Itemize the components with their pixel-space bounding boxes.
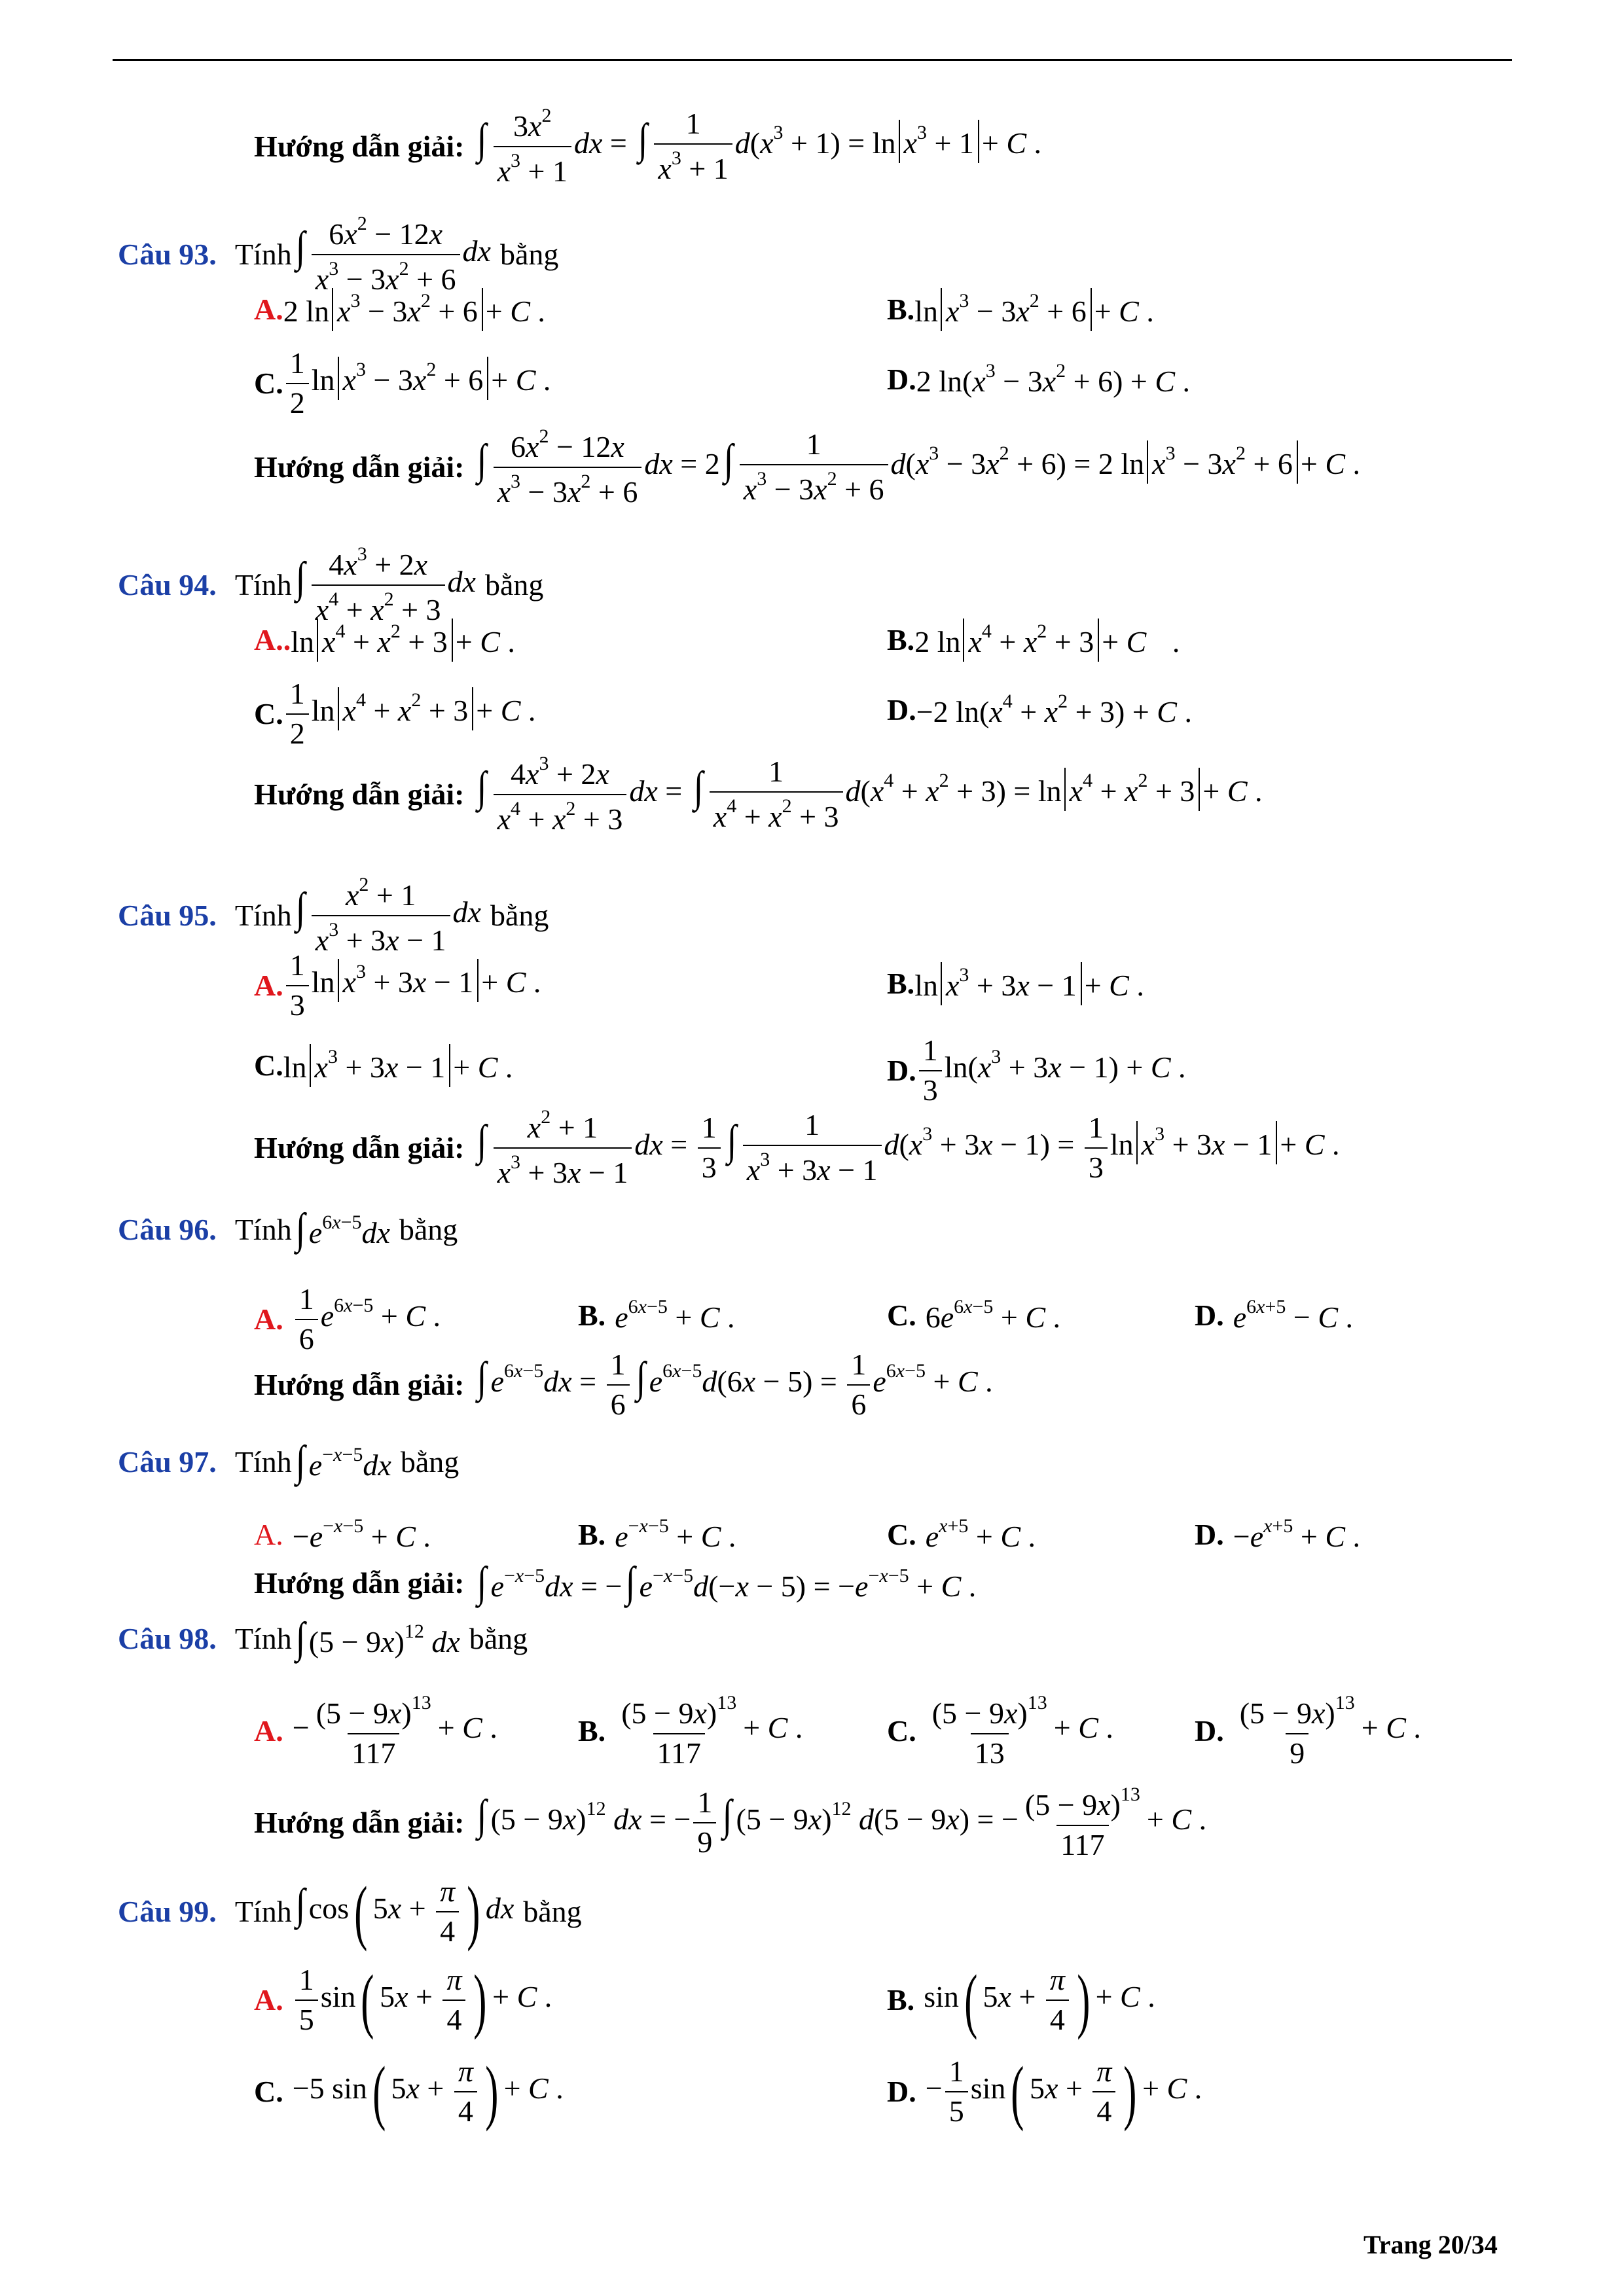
page-number: Trang 20/34 [1363,2230,1498,2259]
option-label: A. [254,1983,283,2017]
option-label: B. [578,1299,606,1332]
guide-96 [254,1348,993,1421]
formula: sin( 5x + $\frac{\pi}{4}$ ) + C . [924,1960,1155,2040]
formula: ∫ $(5 - 9x)^{12}$ dx = − $\frac{1}{9}$ ∫ $(5 - 9x)^{12}$ d(5 − 9x) = − $\frac{(5 - 9x)^{13}}{117}$ + C . [477,1784,1207,1861]
option-b[interactable] [578,1515,736,1554]
option-a[interactable] [254,619,515,662]
option-label: C. [887,1714,916,1748]
option-a[interactable] [254,1692,497,1770]
formula: $\frac{1}{5}$ sin( 5x + $\frac{\pi}{4}$ ) + C . [293,1964,552,2036]
option-label: B. [578,1714,606,1748]
option-b[interactable] [887,288,1154,331]
formula: −5 sin( 5x + $\frac{\pi}{4}$ ) + C . [292,2051,564,2132]
option-c[interactable] [887,1692,1113,1770]
option-label: B. [887,623,915,657]
formula: ∫ cos( 5x + $\frac{\pi}{4}$ ) dx [295,1871,514,1952]
bang-text: bằng [400,1444,460,1479]
bang-text: bằng [399,1212,458,1246]
question-93 [118,213,558,296]
option-c[interactable] [887,1296,1060,1335]
question-label: Câu 99. [118,1895,217,1929]
option-label: C. [887,1299,916,1332]
formula: $e^{x+5} + C$ . [925,1515,1036,1553]
option-a[interactable] [254,288,545,331]
option-label: C. [254,2075,283,2109]
option-label: C. [254,697,283,731]
formula: − $\frac{(5 - 9x)^{13}}{117}$ + C . [292,1692,497,1770]
bang-text: bằng [484,568,544,602]
question-label: Câu 94. [118,568,217,602]
tinh-text: Tính [234,1212,292,1246]
option-d[interactable] [1195,1515,1360,1554]
tinh-text: Tính [234,899,292,933]
tinh-text: Tính [234,1444,292,1479]
formula: ∫ $\frac{4x^3 + 2x}{x^4 + x^2 + 3}$ dx [295,543,476,626]
guide-label: Hướng dẫn giải: [254,1806,465,1840]
guide-label: Hướng dẫn giải: [254,778,465,812]
tinh-text: Tính [234,568,292,602]
formula: ∫ $(5 - 9x)^{12}$ dx [295,1614,460,1662]
formula: ∫ $\frac{x^2 + 1}{x^3 + 3x - 1}$ dx = $\frac{1}{3}$ ∫ $\frac{1}{x^3 + 3x - 1}$ $d(x^3 + 3x - 1)$ = $\frac{1}{3}$ $\ln x^3 + 3x - 1 + C$ . [477,1106,1340,1189]
formula: $\ln x^3 + 3x - 1 + C$ . [283,1044,513,1087]
question-label: Câu 98. [118,1621,217,1655]
guide-label: Hướng dẫn giải: [254,1131,465,1165]
question-97 [118,1437,459,1486]
formula: ∫ $\frac{6x^2 - 12x}{x^3 - 3x^2 + 6}$ dx = 2∫ $\frac{1}{x^3 - 3x^2 + 6}$ $d(x^3 - 3x^2 + 6) = 2$ $\ln x^3 - 3x^2 + 6 + C$ . [477,425,1361,509]
question-94 [118,543,543,626]
option-label: D. [887,2075,916,2109]
guide-95 [254,1106,1340,1189]
option-a[interactable] [254,1960,552,2040]
formula: $-e^{x+5} + C$ . [1233,1515,1360,1553]
option-label: D. [1195,1518,1224,1551]
option-b[interactable] [887,962,1144,1005]
option-label: A. [254,1518,283,1551]
formula: $\frac{(5 - 9x)^{13}}{117}$ + C . [621,1692,803,1770]
formula: 2 $\ln(x^3 - 3x^2 + 6) + C$ . [916,360,1191,398]
formula: $\ln x^4 + x^2 + 3 + C$ . [291,619,515,662]
option-c[interactable] [887,1515,1036,1554]
option-b[interactable] [887,619,1180,662]
option-a[interactable] [254,1283,441,1355]
option-d[interactable] [1195,1296,1353,1335]
formula: − $\frac{1}{5}$ sin( 5x + $\frac{\pi}{4}$ ) + C . [925,2051,1202,2132]
guide-92 [254,105,1041,188]
formula: $e^{6x-5} + C$ . [615,1296,735,1334]
option-label: B. [578,1518,606,1551]
formula: $\ln x^3 + 3x - 1 + C$ . [914,962,1144,1005]
option-label: B. [887,293,915,327]
formula: ∫ $e^{-x-5}dx$ [295,1437,391,1485]
guide-97 [254,1558,976,1607]
question-label: Câu 97. [118,1444,217,1479]
guide-label: Hướng dẫn giải: [254,1368,465,1402]
option-label: A.. [254,623,291,657]
option-label: A. [254,1302,283,1336]
option-c[interactable] [254,2051,564,2132]
formula: $\frac{1}{3}$ $\ln(x^3 + 3x - 1) + C$ . [916,1034,1186,1107]
option-label: D. [887,1054,916,1088]
option-b[interactable] [578,1296,735,1335]
question-95 [118,874,549,957]
option-label: A. [254,293,283,327]
option-label: C. [254,1049,283,1083]
formula: ∫ $\frac{x^2 + 1}{x^3 + 3x - 1}$ dx [295,874,481,957]
question-label: Câu 96. [118,1212,217,1246]
formula: $\frac{1}{2}$ $\ln x^4 + x^2 + 3 + C$ . [283,677,536,750]
option-b[interactable] [887,1960,1155,2040]
question-label: Câu 93. [118,238,217,272]
formula: $\frac{1}{6}$ $e^{6x-5} + C$ . [293,1283,441,1355]
option-d[interactable] [887,691,1192,729]
formula: −2 $\ln(x^4 + x^2 + 3) + C$ . [916,691,1192,728]
bang-text: bằng [523,1895,582,1929]
formula: $\frac{1}{3}$ $\ln x^3 + 3x - 1 + C$ . [283,949,541,1022]
guide-label: Hướng dẫn giải: [254,450,465,484]
tinh-text: Tính [234,238,292,272]
option-label: B. [887,1983,915,2017]
guide-98 [254,1784,1206,1861]
formula: $-e^{-x-5} + C$ . [292,1515,431,1553]
option-label: D. [1195,1714,1224,1748]
option-a[interactable] [254,1515,431,1554]
formula: ∫ $e^{-x-5}dx$ = −∫ $e^{-x-5}d(-x - 5) = -e^{-x-5} + C$ . [477,1558,977,1606]
bang-text: bằng [469,1621,528,1655]
option-c[interactable] [254,347,550,420]
option-c[interactable] [254,677,535,750]
formula: $\frac{(5 - 9x)^{13}}{9}$ + C . [1239,1692,1421,1770]
option-d[interactable] [887,1034,1186,1107]
formula: $\ln x^3 - 3x^2 + 6 + C$ . [914,288,1154,331]
option-label: D. [887,693,916,726]
option-d[interactable] [887,360,1190,399]
formula: $e^{-x-5} + C$ . [615,1515,736,1553]
header-rule [113,59,1512,61]
option-a[interactable] [254,949,541,1022]
guide-93 [254,425,1360,509]
bang-text: bằng [490,899,549,933]
tinh-text: Tính [234,1621,292,1655]
option-b[interactable] [578,1692,803,1770]
guide-94 [254,753,1263,836]
formula: $6e^{6x-5} + C$ . [925,1296,1061,1334]
formula: $\frac{1}{2}$ $\ln x^3 - 3x^2 + 6 + C$ . [283,347,551,420]
option-c[interactable] [254,1044,513,1087]
option-label: A. [254,969,283,1003]
option-d[interactable] [1195,1692,1421,1770]
question-98 [118,1613,528,1663]
option-label: D. [1195,1299,1224,1332]
guide-label: Hướng dẫn giải: [254,1566,465,1600]
option-label: B. [887,967,915,1001]
formula: ∫ $\frac{6x^2 - 12x}{x^3 - 3x^2 + 6}$ dx [295,213,491,296]
bang-text: bằng [499,238,559,272]
option-label: C. [887,1518,916,1551]
option-label: A. [254,1714,283,1748]
formula: 2 $\ln x^3 - 3x^2 + 6 + C$ . [283,288,545,331]
formula: $\frac{(5 - 9x)^{13}}{13}$ + C . [931,1692,1113,1770]
formula: $e^{6x+5} - C$ . [1233,1296,1354,1334]
question-96 [118,1204,458,1254]
formula: ∫ $\frac{4x^3 + 2x}{x^4 + x^2 + 3}$ dx = ∫ $\frac{1}{x^4 + x^2 + 3}$ $d(x^4 + x^2 + 3) = \ln x^4 + x^2 + 3 + C$ . [477,753,1263,836]
formula: 2 $\ln x^4 + x^2 + 3 + C$ . [914,619,1180,662]
formula: ∫ $\frac{3x^2}{x^3 + 1}$ dx = ∫ $\frac{1}{x^3 + 1}$ $d(x^3 + 1) = \ln x^3 + 1 + C$ . [477,105,1042,188]
tinh-text: Tính [234,1895,292,1929]
formula: ∫ $e^{6x-5}dx$ = $\frac{1}{6}$ ∫ $e^{6x-5}d(6x - 5)$ = $\frac{1}{6}$ $e^{6x-5} + C$ . [477,1348,993,1421]
question-label: Câu 95. [118,899,217,933]
option-label: D. [887,363,916,396]
guide-label: Hướng dẫn giải: [254,130,465,164]
option-label: C. [254,367,283,401]
question-99 [118,1871,582,1952]
formula: ∫ $e^{6x-5}dx$ [295,1205,390,1253]
option-d[interactable] [887,2051,1202,2132]
